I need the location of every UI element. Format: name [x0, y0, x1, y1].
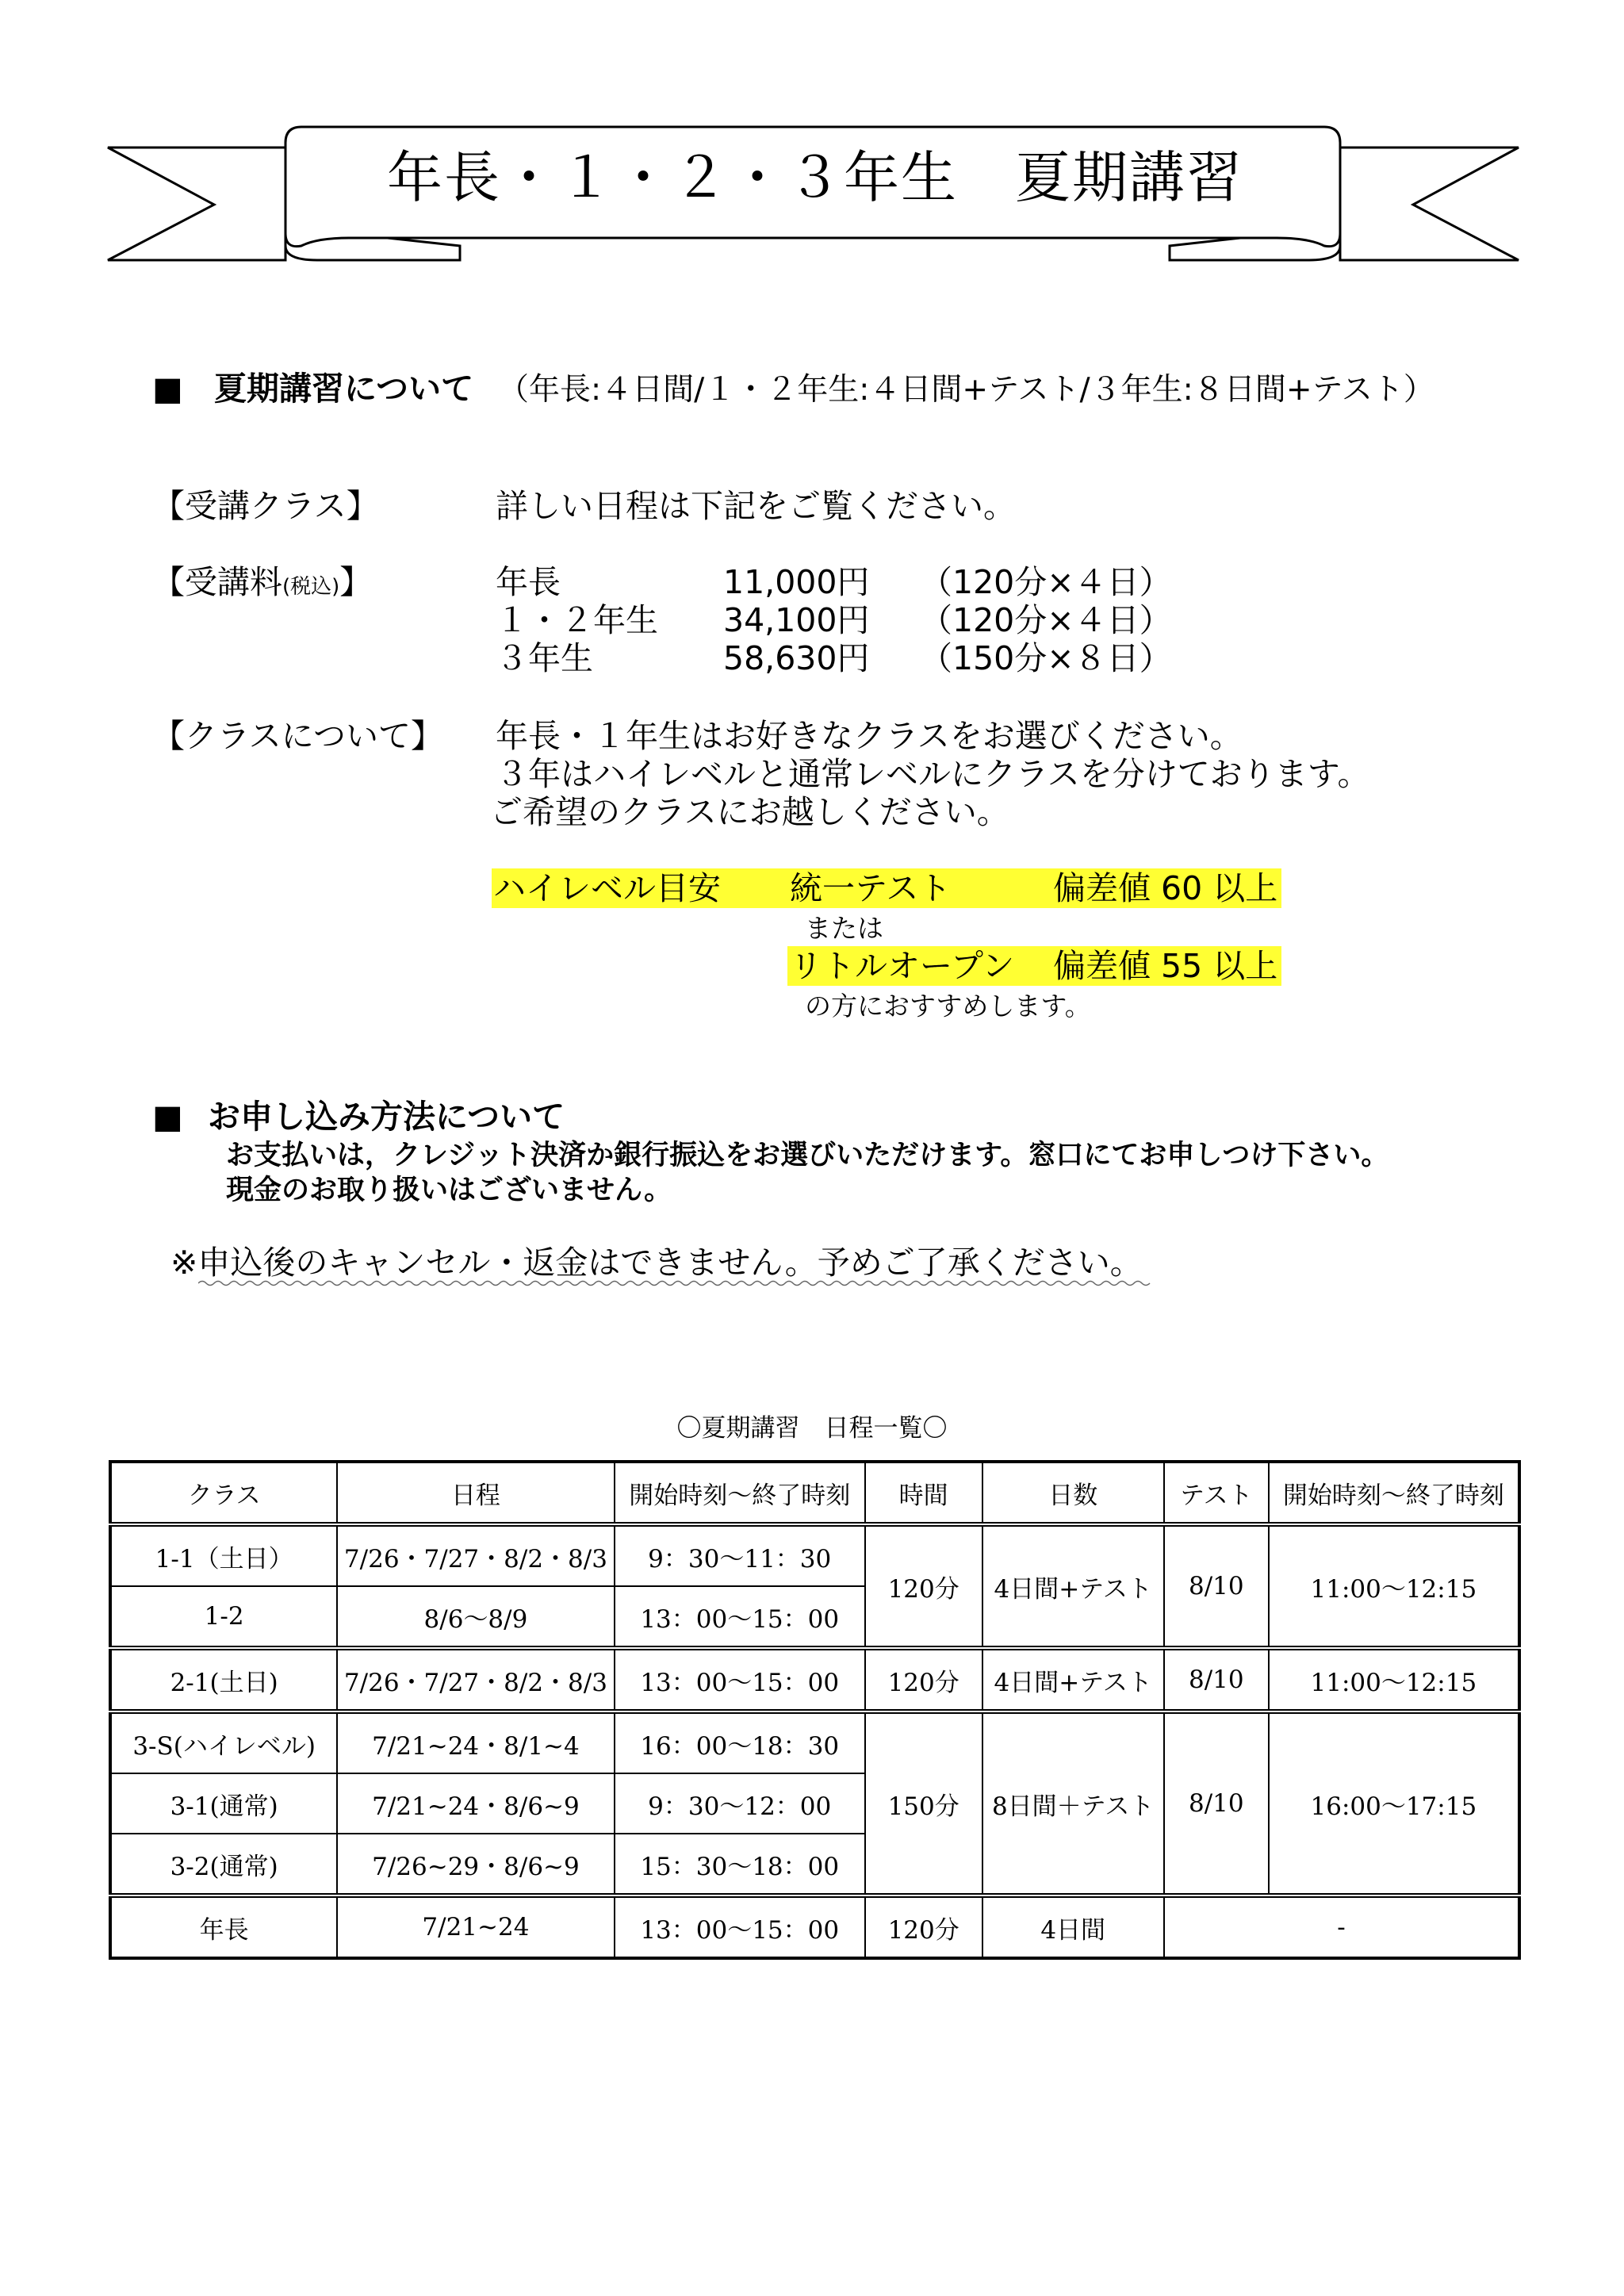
cell-class: 3-S(ハイレベル) — [110, 1711, 337, 1773]
fees-label-end: 】 — [339, 563, 373, 601]
fee-price: 34,100円 — [723, 601, 870, 639]
cell-time: 13：00～15：00 — [615, 1648, 865, 1711]
cell-test: - — [1164, 1895, 1519, 1958]
table-row — [110, 1711, 1519, 1773]
cell-days: 4日間 — [982, 1895, 1164, 1958]
cell-dates: 7/21~24・8/1~4 — [337, 1711, 614, 1773]
fee-price: 11,000円 — [723, 563, 870, 601]
classes-text: 詳しい日程は下記をご覧ください。 — [496, 487, 1016, 525]
cell-time: 15：30～18：00 — [615, 1834, 865, 1895]
fees-tax: (税込) — [282, 575, 340, 599]
cell-test-time: 11:00～12:15 — [1269, 1524, 1519, 1648]
header-days: 日数 — [982, 1462, 1164, 1524]
cell-dates: 7/26・7/27・8/2・8/3 — [337, 1524, 614, 1586]
cell-time: 13：00～15：00 — [615, 1586, 865, 1648]
cell-class: 年長 — [110, 1895, 337, 1958]
application-bullet: ■ — [152, 1098, 183, 1136]
highlevel-score2: 偏差値 55 以上 — [1053, 947, 1278, 985]
highlevel-label: ハイレベル目安 — [493, 869, 721, 907]
cell-class: 1-2 — [110, 1586, 337, 1648]
application-heading: お申し込み方法について — [208, 1098, 565, 1136]
class-info-line: ３年はハイレベルと通常レベルにクラスを分けております。 — [496, 755, 1370, 793]
highlevel-test2: リトルオープン — [790, 947, 1015, 985]
highlevel-or: または — [805, 913, 883, 944]
highlevel-test1: 統一テスト — [790, 869, 952, 907]
cell-days: 4日間+テスト — [982, 1648, 1164, 1711]
fee-grade: 年長 — [496, 563, 561, 601]
cell-test-time: 11:00～12:15 — [1269, 1648, 1519, 1711]
cell-class: 3-2(通常) — [110, 1834, 337, 1895]
header-duration: 時間 — [865, 1462, 982, 1524]
header-test: テスト — [1164, 1462, 1269, 1524]
fee-detail: （120分×４日） — [920, 563, 1172, 601]
cell-duration: 120分 — [865, 1895, 982, 1958]
cell-test: 8/10 — [1164, 1711, 1269, 1895]
schedule-caption: 〇夏期講習 日程一覧〇 — [676, 1414, 948, 1443]
cancel-note-wavy-underline — [198, 1278, 1158, 1288]
cancel-note: ※申込後のキャンセル・返金はできません。予めご了承ください。 — [170, 1244, 1143, 1282]
cell-test: 8/10 — [1164, 1648, 1269, 1711]
class-info-line: 年長・１年生はお好きなクラスをお選びください。 — [496, 717, 1243, 755]
class-info-label: 【クラスについて】 — [152, 717, 443, 755]
about-bullet: ■ — [152, 370, 183, 408]
cell-dates: 7/26・7/27・8/2・8/3 — [337, 1648, 614, 1711]
application-line: お支払いは，クレジット決済か銀行振込をお選びいただけます。窓口にてお申しつけ下さい。 — [226, 1140, 1389, 1171]
cell-time: 13：00～15：00 — [615, 1895, 865, 1958]
cell-dates: 8/6～8/9 — [337, 1586, 614, 1648]
cell-time: 9：30～12：00 — [615, 1773, 865, 1834]
cell-dates: 7/21~24・8/6~9 — [337, 1773, 614, 1834]
about-heading: 夏期講習について — [214, 370, 474, 408]
about-summary: （年長:４日間/１・２年生:４日間+テスト/３年生:８日間+テスト） — [498, 372, 1434, 408]
cell-class: 3-1(通常) — [110, 1773, 337, 1834]
class-info-line: ご希望のクラスにお越しください。 — [490, 793, 1009, 831]
cell-test-time: 16:00～17:15 — [1269, 1711, 1519, 1895]
highlevel-score1: 偏差値 60 以上 — [1053, 869, 1278, 907]
fee-grade: １・２年生 — [496, 601, 658, 639]
application-line: 現金のお取り扱いはございません。 — [226, 1175, 672, 1206]
cell-dates: 7/21~24 — [337, 1895, 614, 1958]
header-time: 開始時刻～終了時刻 — [615, 1462, 865, 1524]
cell-class: 2-1(土日) — [110, 1648, 337, 1711]
header-dates: 日程 — [337, 1462, 614, 1524]
table-row — [110, 1648, 1519, 1711]
cell-time: 16：00～18：30 — [615, 1711, 865, 1773]
table-row — [110, 1524, 1519, 1586]
fee-detail: （150分×８日） — [920, 639, 1172, 677]
cell-time: 9：30～11：30 — [615, 1524, 865, 1586]
cell-dates: 7/26~29・8/6~9 — [337, 1834, 614, 1895]
table-header-row — [110, 1462, 1519, 1524]
fees-label — [152, 563, 373, 601]
table-row — [110, 1895, 1519, 1958]
classes-label: 【受講クラス】 — [152, 487, 379, 525]
highlevel-recommend: の方におすすめします。 — [805, 991, 1091, 1022]
cell-class: 1-1（土日） — [110, 1524, 337, 1586]
cell-duration: 120分 — [865, 1648, 982, 1711]
cell-duration: 120分 — [865, 1524, 982, 1648]
fee-detail: （120分×４日） — [920, 601, 1172, 639]
fee-price: 58,630円 — [723, 639, 870, 677]
cell-days: 4日間+テスト — [982, 1524, 1164, 1648]
page-title: 年長・１・２・３年生 夏期講習 — [387, 145, 1243, 210]
header-test-time: 開始時刻～終了時刻 — [1269, 1462, 1519, 1524]
cell-test: 8/10 — [1164, 1524, 1269, 1648]
schedule-table — [109, 1460, 1521, 1960]
cell-duration: 150分 — [865, 1711, 982, 1895]
header-class: クラス — [110, 1462, 337, 1524]
fee-grade: ３年生 — [496, 639, 593, 677]
fees-label-text: 【受講料 — [152, 563, 282, 601]
cell-days: 8日間＋テスト — [982, 1711, 1164, 1895]
